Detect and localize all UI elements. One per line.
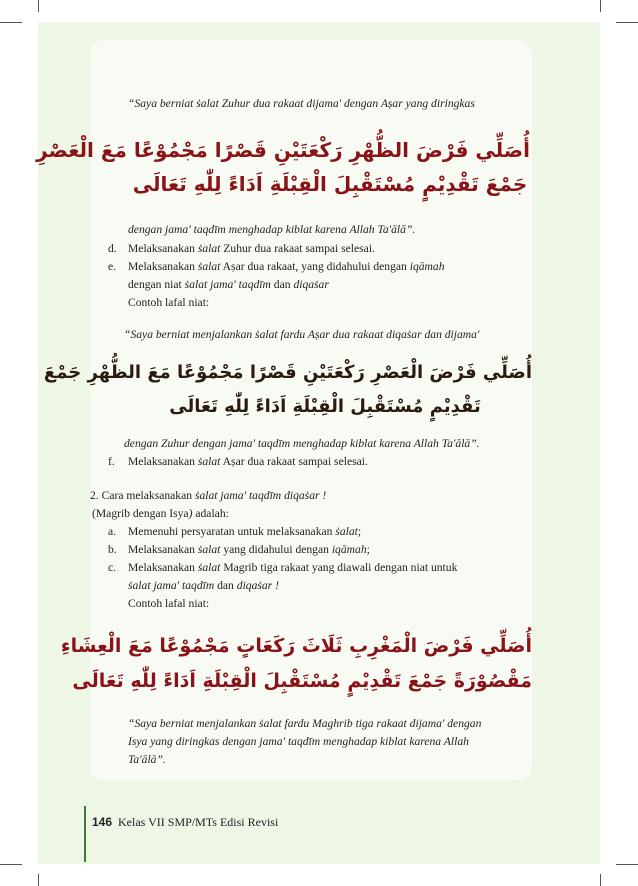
item-d-text-a: Melaksanakan [128,242,198,255]
item-f-text-b: ṡalat [197,455,221,468]
arabic-niat-1-line-2: جَمْعَ تَقْدِيْمٍ مُسْتَقْبِلَ الْقِبْلَةِ اَدَاءً لِلّٰهِ تَعَالَى [132,172,528,196]
item-e-line-3: Contoh lafal niat: [128,296,210,309]
item-c-l1-a: Melaksanakan [128,561,198,574]
item-e-l2-a: dengan niat [128,278,185,291]
crop-mark [0,22,22,23]
quote-2-start: “Saya berniat menjalankan ṡalat fardu Aṣar dua rakaat diqaṡar dan dijama' [124,328,480,341]
quote-3-line-1: “Saya berniat menjalankan ṡalat fardu Maghrib tiga rakaat dijama' dengan [128,717,482,730]
arabic-niat-2-line-1: أُصَلِّي فَرْضَ الْعَصْرِ رَكْعَتَيْنِ قَصْرًا مَجْمُوْعًا مَعَ الظُّهْرِ جَمْعَ [43,362,532,383]
quote-3-line-3: Ta'ālā”. [128,753,166,766]
item-c-line-2 [128,579,279,593]
quote-1-start: “Saya berniat ṡalat Zuhur dua rakaat dijama' dengan Aṣar yang diringkas [128,97,475,110]
item-b-text-a: Melaksanakan [128,543,198,556]
footer-bar [84,806,86,862]
item-f-text-c: Aṣar dua rakaat sampai selesai. [220,455,368,468]
list-marker-a: a. [108,525,117,538]
arabic-niat-3-line-1: أُصَلِّي فَرْضَ الْمَغْرِبِ ثَلَاثَ رَكَعَاتٍ مَجْمُوْعًا مَعَ الْعِشَاءِ [60,635,532,657]
item-d-text-b: ṡalat [197,242,221,255]
item-c-l1-b: ṡalat [197,561,221,574]
item-a-text-b: ṡalat [335,525,358,538]
list-marker-f: f. [108,455,115,468]
section-2-sub-b: ) [188,507,193,520]
quote-1-end: dengan jama' taqdīm menghadap kiblat karena Allah Ta'ālā”. [128,223,416,236]
section-2-heading [90,489,326,503]
item-d-text-c: Zuhur dua rakaat sampai selesai. [220,242,375,255]
item-e-l2-b: ṡalat jama' taqdīm [184,278,271,291]
section-2-heading-a: 2. Cara melaksanakan [90,489,195,502]
section-2-subheading [92,507,229,521]
item-c-l2-a: ṡalat jama' taqdīm [128,579,215,592]
item-e-l1-c: Aṣar dua rakaat, yang didahului dengan [220,260,410,273]
item-a-text-c: ; [357,525,362,538]
crop-mark [0,864,22,865]
quote-2-end: dengan Zuhur dengan jama' taqdīm menghadap kiblat karena Allah Ta'ālā”. [124,437,480,450]
item-b-text-e: ; [366,543,370,556]
item-e-l1-b: ṡalat [197,260,221,273]
item-e-l2-c: dan [270,278,294,291]
item-b-text [128,543,370,557]
item-f-text-a: Melaksanakan [128,455,198,468]
section-2-heading-b: ṡalat jama' taqdīm diqaṡar ! [194,489,327,502]
item-a-text-a: Memenuhi persyaratan untuk melaksanakan [128,525,336,538]
item-e-l1-a: Melaksanakan [128,260,198,273]
item-e-l1-d: iqāmah [409,260,445,273]
list-marker-e: e. [108,260,117,273]
page-number: 146 [92,815,113,829]
item-f-text [128,455,368,469]
item-c-line-3: Contoh lafal niat: [128,597,210,610]
item-b-text-b: ṡalat [197,543,221,556]
item-b-text-c: yang didahului dengan [220,543,332,556]
crop-mark [600,874,601,886]
arabic-niat-1-line-1: أُصَلِّي فَرْضَ الظُّهْرِ رَكْعَتَيْنِ قَصْرًا مَجْمُوْعًا مَعَ الْعَصْرِ [36,138,530,162]
item-c-l1-c: Magrib tiga rakaat yang diawali dengan niat untuk [220,561,458,574]
item-c-l2-b: dan [214,579,237,592]
item-e-l2-d: diqaṡar [293,278,329,291]
arabic-niat-2-line-2: تَقْدِيْمٍ مُسْتَقْبِلَ الْقِبْلَةِ اَدَاءً لِلّٰهِ تَعَالَى [169,396,481,417]
crop-mark [38,874,39,886]
list-marker-c: c. [108,561,117,574]
crop-mark [38,0,39,12]
list-marker-d: d. [108,242,117,255]
item-c-line-1 [128,561,457,575]
arabic-niat-3-line-2: مَقْصُوْرَةً جَمْعَ تَقْدِيْمٍ مُسْتَقْبِلَ الْقِبْلَةِ اَدَاءً لِلّٰهِ تَعَالَى [72,670,532,692]
crop-mark [616,864,638,865]
item-e-line-2 [128,278,329,292]
quote-3-line-2: Isya yang diringkas dengan jama' taqdīm menghadap kiblat karena Allah [128,735,469,748]
book-title: Kelas VII SMP/MTs Edisi Revisi [118,815,279,829]
section-2-sub-a: (Magrib dengan Isya [92,507,189,520]
section-2-sub-c: adalah: [192,507,229,520]
item-c-l2-c: diqaṡar ! [236,579,279,592]
item-e-line-1 [128,260,445,274]
list-marker-b: b. [108,543,117,556]
item-a-text [128,525,361,539]
crop-mark [600,0,601,12]
item-b-text-d: iqāmah [331,543,367,556]
item-d-text [128,242,375,256]
crop-mark [616,22,638,23]
